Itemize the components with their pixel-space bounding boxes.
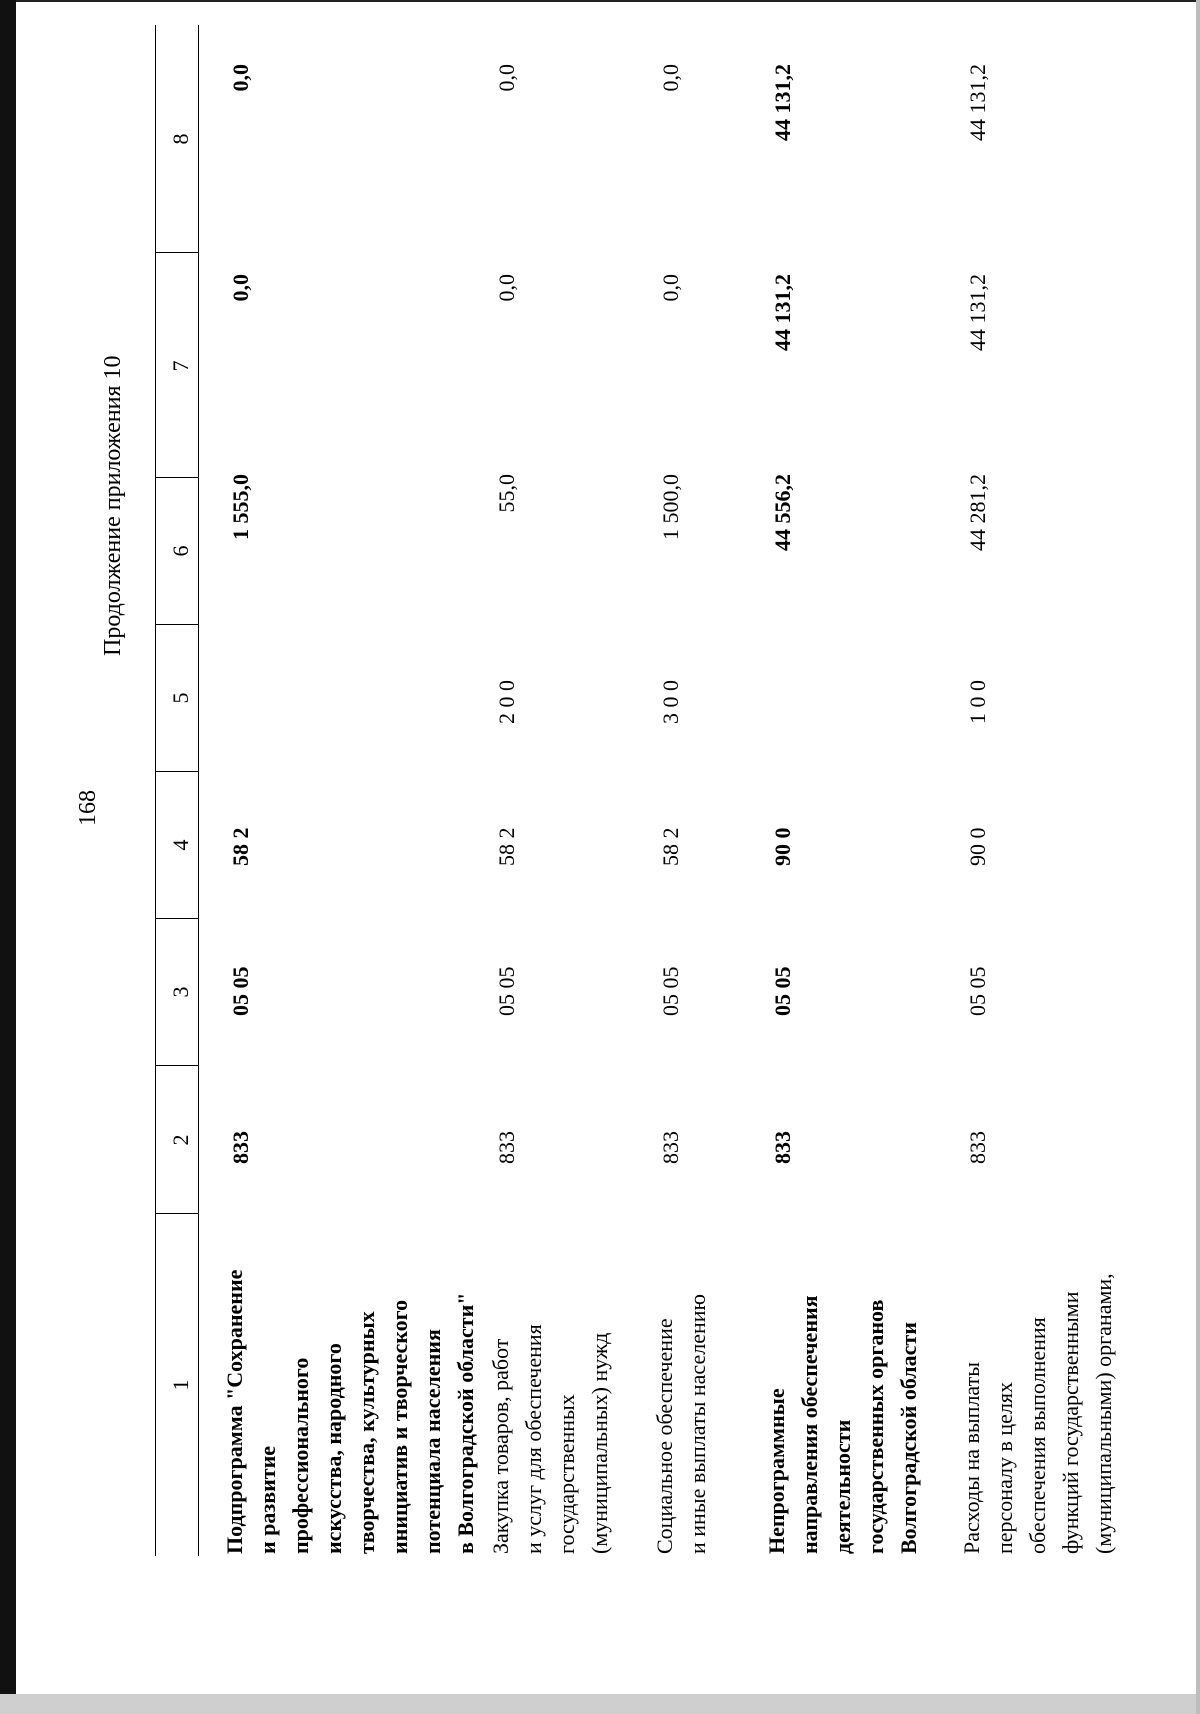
header-bottom-border <box>198 25 199 1556</box>
cell-amount-7: 44 131,2 <box>965 274 990 351</box>
cell-target-code: 58 2 <box>228 827 253 866</box>
cell-admin-code: 833 <box>770 1131 795 1164</box>
header-divider <box>155 1065 198 1066</box>
column-number: 4 <box>168 839 193 851</box>
appendix-caption: Продолжение приложения 10 <box>100 355 126 656</box>
cell-amount-7: 0,0 <box>658 274 683 302</box>
header-divider <box>155 477 198 478</box>
column-number: 1 <box>168 1379 193 1391</box>
cell-section-code: 05 05 <box>965 966 990 1016</box>
cell-amount-7: 0,0 <box>494 274 519 302</box>
cell-admin-code: 833 <box>658 1131 683 1164</box>
cell-section-code: 05 05 <box>658 966 683 1016</box>
cell-amount-8: 0,0 <box>228 64 253 92</box>
page-number: 168 <box>75 790 101 826</box>
cell-admin-code: 833 <box>228 1131 253 1164</box>
cell-admin-code: 833 <box>494 1131 519 1164</box>
column-number: 5 <box>168 692 193 704</box>
row-name: Закупка товаров, работ и услуг для обеспечения государственных (муниципальных) нужд <box>488 1324 612 1554</box>
column-number: 3 <box>168 986 193 998</box>
cell-amount-7: 0,0 <box>228 274 253 302</box>
cell-target-code: 58 2 <box>658 827 683 866</box>
cell-target-code: 58 2 <box>494 827 519 866</box>
cell-expense-type: 1 0 0 <box>965 680 990 724</box>
column-number: 7 <box>168 360 193 372</box>
cell-section-code: 05 05 <box>494 966 519 1016</box>
column-number: 6 <box>168 545 193 557</box>
cell-admin-code: 833 <box>965 1131 990 1164</box>
row-name: Расходы на выплаты персоналу в целях обеспечения выполнения функций государственными (муниципальными) органами, <box>959 1273 1116 1554</box>
cell-target-code: 90 0 <box>770 827 795 866</box>
cell-expense-type: 2 0 0 <box>494 680 519 724</box>
column-number: 2 <box>168 1134 193 1146</box>
header-divider <box>155 624 198 625</box>
cell-expense-type: 3 0 0 <box>658 680 683 724</box>
header-divider <box>155 1213 198 1214</box>
cell-section-code: 05 05 <box>228 966 253 1016</box>
cell-amount-6: 44 281,2 <box>965 474 990 551</box>
cell-amount-6: 55,0 <box>494 474 519 513</box>
cell-amount-6: 1 500,0 <box>658 474 683 540</box>
cell-amount-8: 44 131,2 <box>770 64 795 141</box>
cell-amount-7: 44 131,2 <box>770 274 795 351</box>
cell-amount-8: 0,0 <box>658 64 683 92</box>
header-divider <box>155 771 198 772</box>
row-name: Непрограммные направления обеспечения деятельности государственных органов Волгоградской области <box>764 1295 921 1554</box>
cell-target-code: 90 0 <box>965 827 990 866</box>
column-number: 8 <box>168 133 193 145</box>
cell-amount-8: 0,0 <box>494 64 519 92</box>
row-name: Социальное обеспечение и иные выплаты населению <box>652 1294 710 1554</box>
cell-amount-6: 1 555,0 <box>228 474 253 540</box>
header-divider <box>155 918 198 919</box>
header-divider <box>155 252 198 253</box>
cell-amount-8: 44 131,2 <box>965 64 990 141</box>
row-name: Подпрограмма "Сохранение и развитие профессионального искусства, народного творчества, культурных инициатив и творческого потенциала населения в Волгоградской области" <box>222 1269 478 1554</box>
cell-amount-6: 44 556,2 <box>770 474 795 551</box>
cell-section-code: 05 05 <box>770 966 795 1016</box>
header-top-border <box>155 25 156 1556</box>
